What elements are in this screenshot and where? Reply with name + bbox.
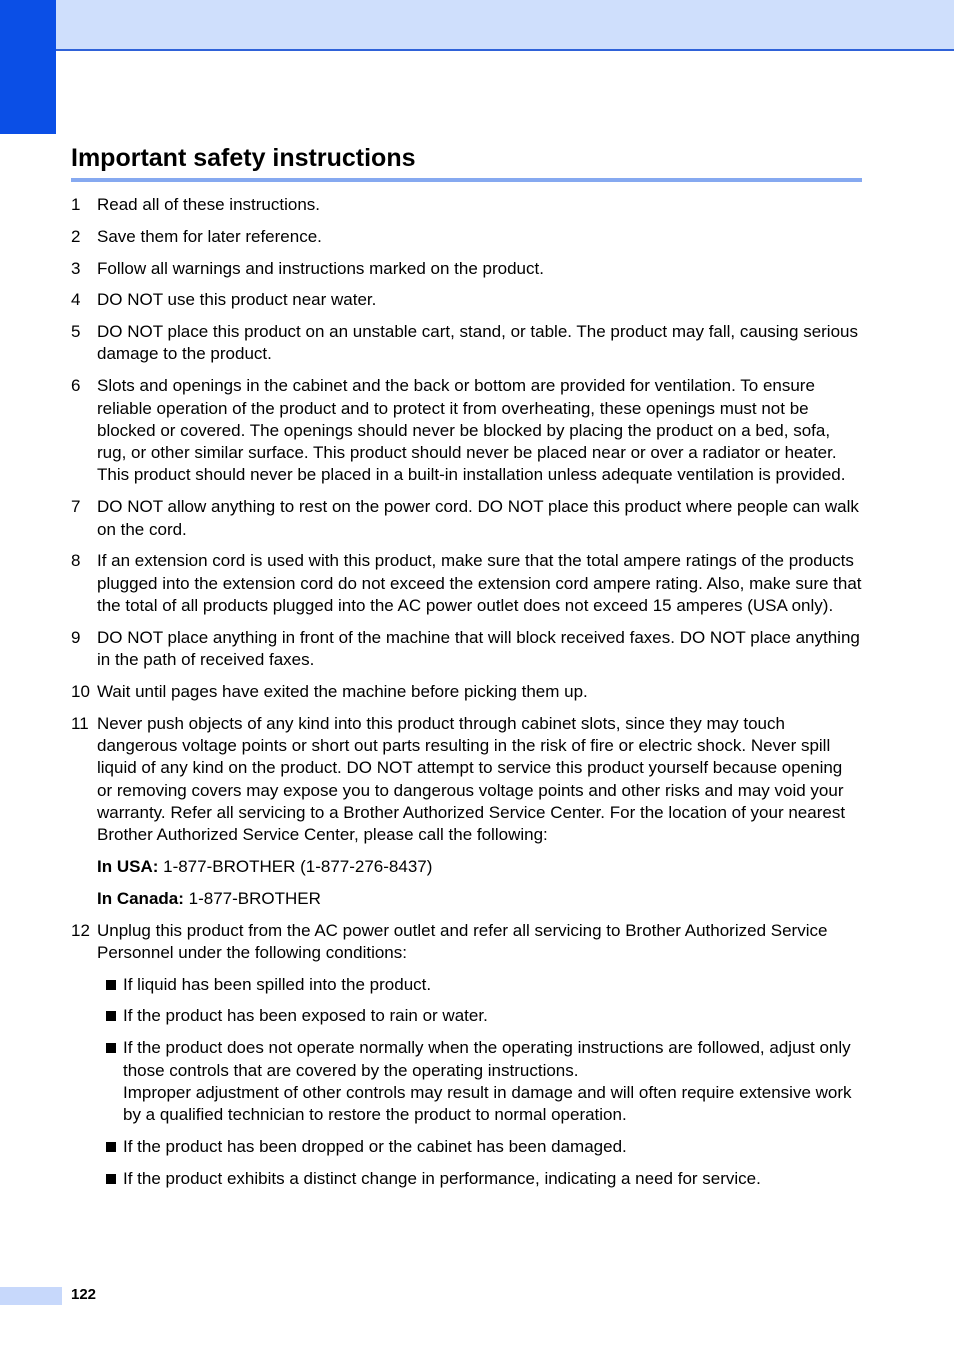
instructions-list <box>71 194 862 1199</box>
item-number: 11 <box>71 713 89 733</box>
condition-item <box>105 1005 862 1027</box>
item-text: Read all of these instructions. <box>97 195 321 214</box>
conditions-list <box>71 974 862 1190</box>
square-bullet-icon <box>105 974 123 996</box>
square-bullet-icon <box>105 1005 123 1027</box>
header-band <box>0 0 954 51</box>
item-number: 9 <box>71 627 81 647</box>
item-text: DO NOT place anything in front of the machine that will block received faxes. DO NOT place anything in the path of received faxes. <box>97 627 860 670</box>
list-item <box>71 226 862 248</box>
square-bullet-icon <box>105 1037 123 1126</box>
item-number: 8 <box>71 551 81 571</box>
item-text: DO NOT use this product near water. <box>97 290 377 310</box>
item-number: 1 <box>71 195 81 214</box>
contact-label: In Canada: <box>97 888 184 908</box>
list-item <box>71 321 862 366</box>
item-number: 7 <box>71 497 81 517</box>
contact-phone: 1-877-BROTHER (1-877-276-8437) <box>158 856 433 876</box>
item-number: 3 <box>71 258 81 278</box>
item-text: Unplug this product from the AC power outlet and refer all servicing to Brother Authorized Service Personnel under the following conditions: <box>97 920 828 962</box>
item-text: DO NOT allow anything to rest on the power cord. DO NOT place this product where people can walk on the cord. <box>97 497 859 539</box>
condition-text: If the product does not operate normally when the operating instructions are followed, adjust only those controls that are covered by the operating instructions. <box>123 1038 851 1080</box>
condition-text: If the product exhibits a distinct change in performance, indicating a need for service. <box>123 1168 761 1188</box>
square-bullet-icon <box>105 1136 123 1158</box>
condition-item <box>105 974 862 996</box>
item-text: Never push objects of any kind into this product through cabinet slots, since they may touch dangerous voltage points or short out parts resulting in the risk of fire or electric shock. Never spill liquid of any kind on the product. DO NOT attempt to service this product yourself because opening or removing covers may expose you to dangerous voltage points and other risks and may void your warranty. Refer all servicing to a Brother Authorized Service Center. For the location of your nearest Brother Authorized Service Center, please call the following: <box>97 713 846 845</box>
list-item <box>71 258 862 280</box>
page-number: 122 <box>71 1286 97 1303</box>
item-number: 12 <box>71 920 90 940</box>
title-underline <box>71 178 862 182</box>
condition-item <box>105 1168 862 1190</box>
item-number: 10 <box>71 681 90 701</box>
item-text: Follow all warnings and instructions marked on the product. <box>97 258 544 278</box>
list-item <box>71 920 862 965</box>
list-item <box>71 194 862 216</box>
item-text: Slots and openings in the cabinet and the back or bottom are provided for ventilation. To ensure reliable operation of the product and to protect it from overheating, these openings must not be blocked or covered. The openings should never be blocked by placing the product on a bed, sofa, rug, or other similar surface. This product should never be placed near or over a radiator or heater. This product should never be placed in a built-in installation unless adequate ventilation is provided. <box>97 376 846 485</box>
contact-usa <box>71 856 862 878</box>
condition-text: If liquid has been spilled into the product. <box>123 974 432 994</box>
condition-item <box>105 1136 862 1158</box>
condition-item <box>105 1037 862 1126</box>
list-item <box>71 375 862 486</box>
item-text: Wait until pages have exited the machine before picking them up. <box>97 681 588 701</box>
footer-tab <box>0 1287 62 1305</box>
square-bullet-icon <box>105 1168 123 1190</box>
list-item <box>71 627 862 672</box>
page-title: Important safety instructions <box>71 144 416 172</box>
condition-text: If the product has been exposed to rain or water. <box>123 1006 488 1026</box>
item-number: 4 <box>71 290 81 310</box>
chapter-tab <box>0 0 56 134</box>
item-text: DO NOT place this product on an unstable cart, stand, or table. The product may fall, causing serious damage to the product. <box>97 322 858 364</box>
condition-note: Improper adjustment of other controls may result in damage and will often require extensive work by a qualified technician to restore the product to normal operation. <box>123 1082 852 1125</box>
contact-canada <box>71 888 862 910</box>
list-item <box>71 681 862 703</box>
contact-phone: 1-877-BROTHER <box>183 888 321 908</box>
list-item <box>71 496 862 541</box>
list-item <box>71 289 862 311</box>
item-number: 2 <box>71 226 81 246</box>
condition-text: If the product has been dropped or the cabinet has been damaged. <box>123 1136 627 1156</box>
item-number: 5 <box>71 322 81 342</box>
item-text: If an extension cord is used with this product, make sure that the total ampere ratings of the products plugged into the extension cord do not exceed the extension cord ampere rating. Also, make sure that the total of all products plugged into the AC power outlet does not exceed 15 amperes (USA only). <box>97 551 862 615</box>
item-number: 6 <box>71 376 81 396</box>
item-text: Save them for later reference. <box>97 226 322 246</box>
list-item <box>71 713 862 847</box>
list-item <box>71 550 862 617</box>
contact-label: In USA: <box>97 856 159 876</box>
